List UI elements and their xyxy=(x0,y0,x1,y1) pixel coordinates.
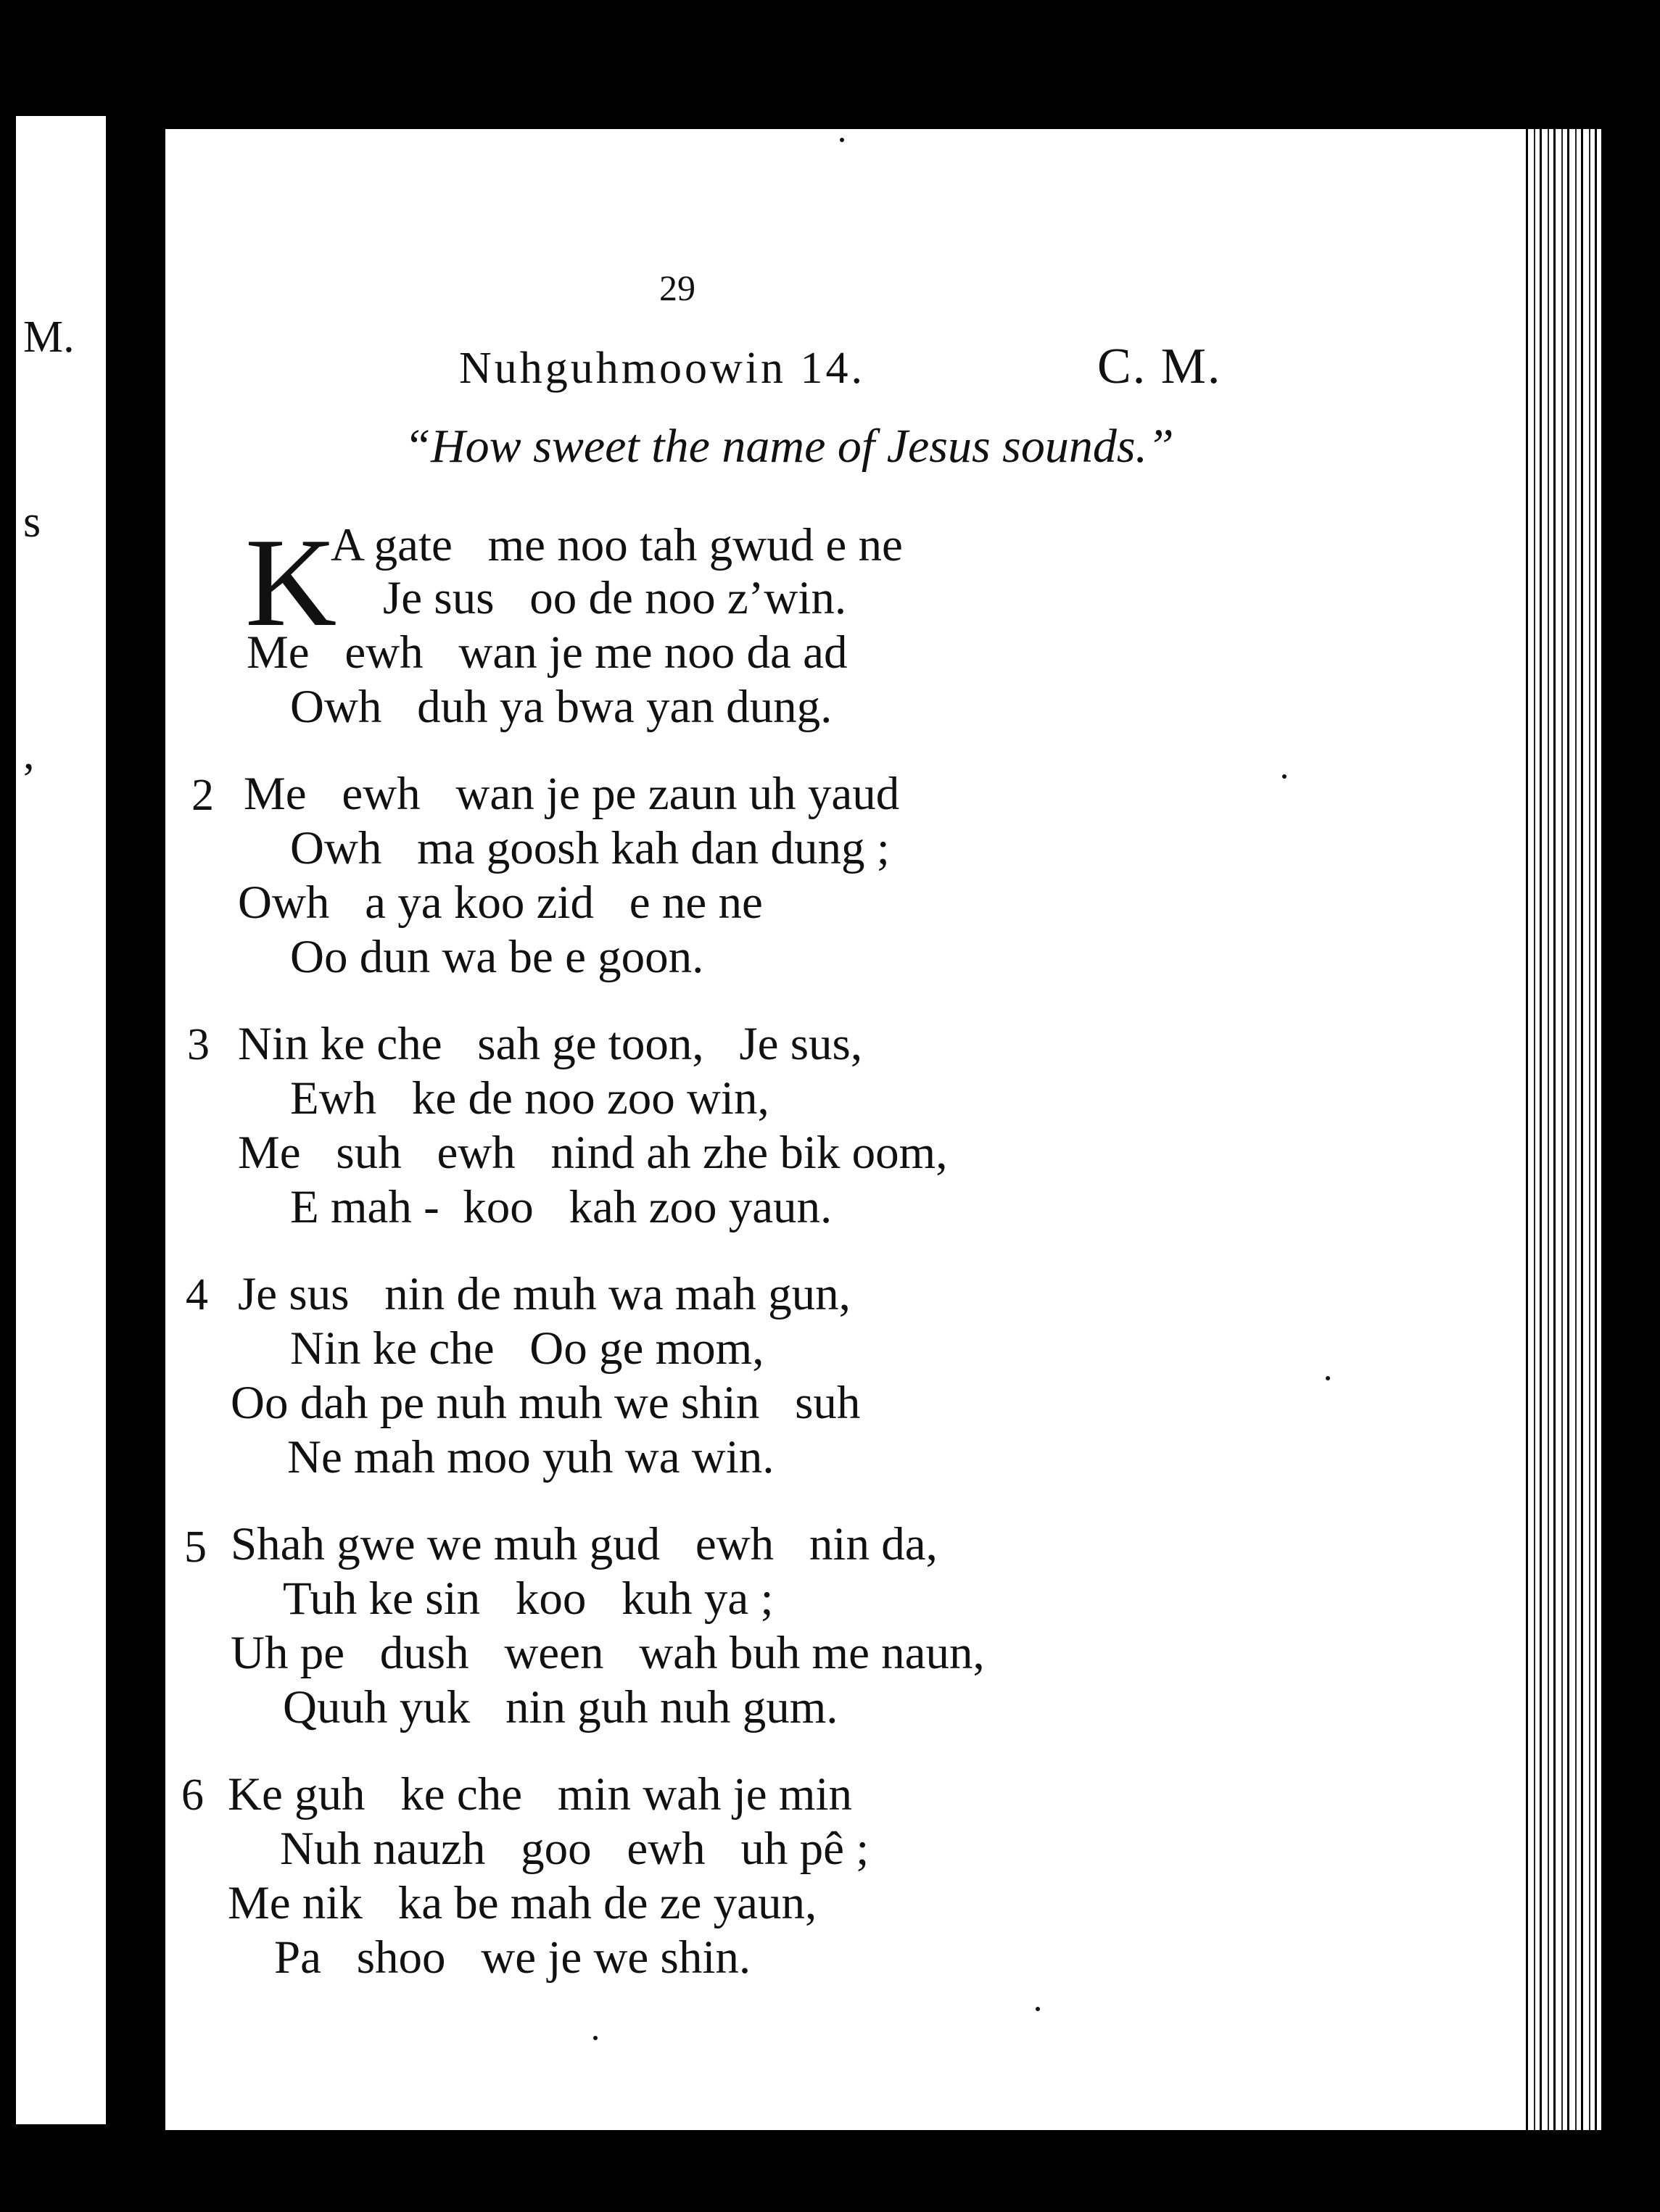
scan-speck xyxy=(1326,1376,1330,1380)
verse-number: 5 xyxy=(184,1523,207,1572)
verse-number: 6 xyxy=(181,1770,204,1820)
left-page-fragment: s xyxy=(23,497,41,547)
hymn-meter: C. M. xyxy=(1097,339,1222,394)
left-page-fragment: M. xyxy=(23,312,75,362)
verse-line: Quuh yuk nin guh nuh gum. xyxy=(283,1681,838,1733)
verse-line: E mah - koo kah zoo yaun. xyxy=(290,1181,833,1233)
verse-line: Oo dah pe nuh muh we shin suh xyxy=(231,1377,861,1429)
verse-line: Nin ke che Oo ge mom, xyxy=(290,1322,764,1375)
verse-line: Me nik ka be mah de ze yaun, xyxy=(228,1877,817,1929)
verse-line: Je sus nin de muh wa mah gun, xyxy=(238,1268,851,1320)
verse-line: Uh pe dush ween wah buh me naun, xyxy=(231,1627,985,1679)
scan-speck xyxy=(1282,774,1287,779)
verse-line: Tuh ke sin koo kuh ya ; xyxy=(283,1573,774,1625)
left-facing-page xyxy=(16,116,125,2124)
verse-line: Me ewh wan je pe zaun uh yaud xyxy=(244,768,900,820)
verse-line: Pa shoo we je we shin. xyxy=(274,1931,751,1984)
verse-line: Me ewh wan je me noo da ad xyxy=(247,626,848,679)
scan-speck xyxy=(840,138,844,142)
verse-line: Shah gwe we muh gud ewh nin da, xyxy=(231,1518,938,1570)
verse-line: Me suh ewh nind ah zhe bik oom, xyxy=(238,1127,948,1179)
verse-line: Je sus oo de noo z’win. xyxy=(383,572,847,624)
verse-number: 2 xyxy=(191,771,214,820)
book-page xyxy=(165,129,1521,2130)
left-page-fragment: , xyxy=(23,729,35,779)
verse-line: Owh ma goosh kah dan dung ; xyxy=(290,822,890,874)
right-page-edge xyxy=(1521,129,1630,2130)
hymn-verses xyxy=(165,129,1521,2130)
verse-line: Owh a ya koo zid e ne ne xyxy=(238,877,763,929)
verse-line: Ewh ke de noo zoo win, xyxy=(290,1072,769,1124)
scan-speck xyxy=(1036,2007,1040,2011)
verse-line: A gate me noo tah gwud e ne xyxy=(331,519,903,571)
page-number: 29 xyxy=(659,268,695,308)
drop-cap-letter: K xyxy=(245,512,337,653)
verse-number: 4 xyxy=(186,1270,208,1320)
hymn-first-line: “How sweet the name of Jesus sounds.” xyxy=(404,420,1174,473)
verse-line: Nin ke che sah ge toon, Je sus, xyxy=(238,1018,863,1070)
verse-line: Ke guh ke che min wah je min xyxy=(228,1768,853,1820)
verse-line: Nuh nauzh goo ewh uh pê ; xyxy=(280,1823,870,1875)
scan-speck xyxy=(593,2036,598,2040)
verse-line: Owh duh ya bwa yan dung. xyxy=(290,681,833,733)
verse-line: Ne mah moo yuh wa win. xyxy=(287,1431,775,1483)
page-gutter xyxy=(106,116,125,2124)
verse-line: Oo dun wa be e goon. xyxy=(290,931,704,983)
hymn-title: Nuhguhmoowin 14. xyxy=(459,344,865,393)
verse-number: 3 xyxy=(187,1020,210,1069)
